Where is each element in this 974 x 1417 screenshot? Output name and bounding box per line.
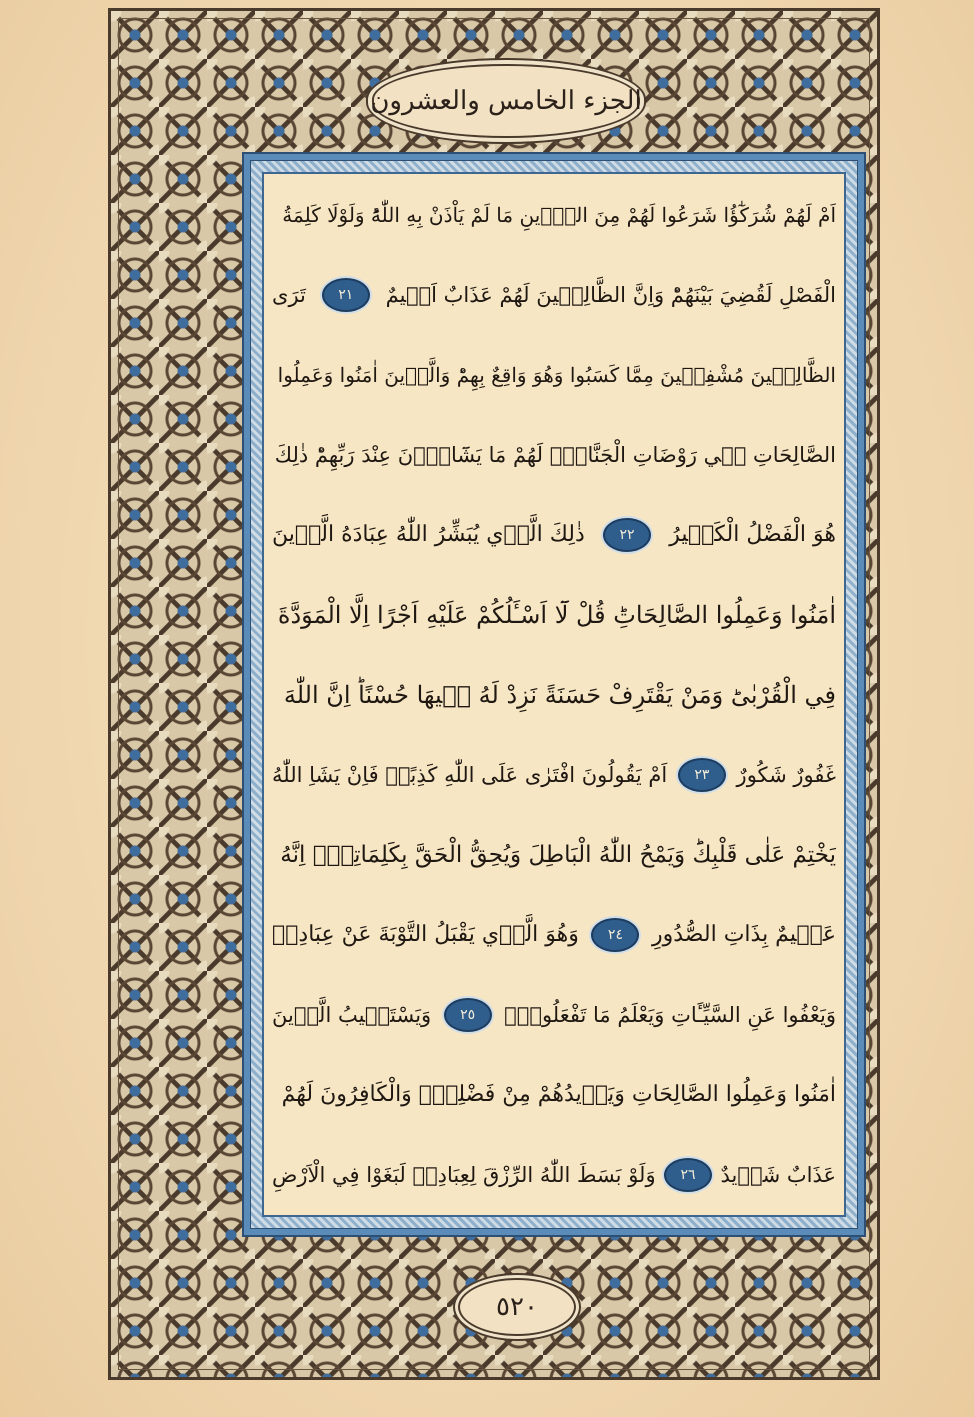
ayah-number-marker: ٢٢ [603, 518, 651, 552]
verse-line [272, 900, 836, 970]
verse-text: اَمْ يَقُولُونَ افْتَرٰى عَلَى اللّٰهِ كَذِبًاۚ فَاِنْ يَشَاِ اللّٰهُ [272, 762, 668, 787]
verse-text-block [272, 180, 836, 1210]
ayah-number-marker: ٢٦ [664, 1158, 712, 1192]
verse-text: الصَّالِحَاتِ ف۪ي رَوْضَاتِ الْجَنَّاتِۚ لَهُمْ مَا يَشَٓاؤُ۫نَ عِنْدَ رَبِّهِمْؕ ذٰلِكَ [274, 442, 836, 467]
verse-line [272, 260, 836, 330]
verse-line [272, 500, 836, 570]
verse-text: عَذَابٌ شَد۪يدٌ [720, 1162, 836, 1187]
verse-text: اٰمَنُوا وَعَمِلُوا الصَّالِحَاتِؕ قُلْ لَٓا اَسْـَٔلُكُمْ عَلَيْهِ اَجْرًا اِلَّا الْمَوَدَّةَ [277, 601, 836, 629]
verse-text: الْفَصْلِ لَقُضِيَ بَيْنَهُمْؕ وَاِنَّ الظَّالِم۪ينَ لَهُمْ عَذَابٌ اَل۪يمٌ [385, 282, 836, 307]
verse-text: غَفُورٌ شَكُورٌ [736, 762, 836, 787]
verse-text: وَلَوْ بَسَطَ اللّٰهُ الرِّزْقَ لِعِبَادِه۪ لَبَغَوْا فِي الْاَرْضِ [272, 1162, 656, 1187]
verse-text: الظَّالِم۪ينَ مُشْفِق۪ينَ مِمَّا كَسَبُوا وَهُوَ وَاقِعٌ بِهِمْؕ وَالَّذ۪ينَ اٰمَنُوا وَعَمِلُوا [277, 363, 836, 387]
juz-title: الجزء الخامس والعشرون [370, 86, 642, 116]
verse-line [272, 340, 836, 410]
ayah-number-marker: ٢٤ [591, 918, 639, 952]
verse-text: اَمْ لَهُمْ شُرَكٰٓؤُا شَرَعُوا لَهُمْ مِنَ الدّ۪ينِ مَا لَمْ يَاْذَنْ بِهِ اللّٰهُؕ وَلَوْلَا كَلِمَةُ [282, 203, 836, 227]
verse-text: وَهُوَ الَّذ۪ي يَقْبَلُ التَّوْبَةَ عَنْ عِبَادِه۪ [272, 922, 579, 947]
verse-line [272, 740, 836, 810]
ayah-number-marker: ٢٥ [444, 998, 492, 1032]
page-number-cartouche [458, 1278, 576, 1336]
verse-line [272, 820, 836, 890]
verse-line [272, 1060, 836, 1130]
verse-text: ذٰلِكَ الَّذ۪ي يُبَشِّرُ اللّٰهُ عِبَادَهُ الَّذ۪ينَ [272, 522, 585, 547]
ayah-number-marker: ٢١ [322, 278, 370, 312]
verse-text: هُوَ الْفَضْلُ الْكَب۪يرُ [669, 522, 836, 547]
verse-text: وَيَسْتَج۪يبُ الَّذ۪ينَ [272, 1002, 432, 1027]
verse-line [272, 980, 836, 1050]
verse-line [272, 580, 836, 650]
verse-line [272, 180, 836, 250]
verse-text: فِي الْقُرْبٰىؕ وَمَنْ يَقْتَرِفْ حَسَنَةً نَزِدْ لَهُ ف۪يهَا حُسْنًاؕ اِنَّ اللّٰهَ [283, 681, 836, 709]
verse-text: تَرَى [272, 282, 306, 307]
verse-line [272, 420, 836, 490]
verse-text: وَيَعْفُوا عَنِ السَّيِّـَٔاتِ وَيَعْلَمُ مَا تَفْعَلُونَۙ [504, 1002, 836, 1027]
verse-text: اٰمَنُوا وَعَمِلُوا الصَّالِحَاتِ وَيَز۪يدُهُمْ مِنْ فَضْلِه۪ؕ وَالْكَافِرُونَ لَهُمْ [281, 1082, 836, 1107]
ayah-number-marker: ٢٣ [678, 758, 726, 792]
verse-line [272, 660, 836, 730]
verse-line [272, 1140, 836, 1210]
juz-header-cartouche [372, 64, 640, 138]
verse-text: عَل۪يمٌ بِذَاتِ الصُّدُورِ [652, 922, 836, 947]
page-number: ٥٢٠ [496, 1292, 538, 1322]
verse-text: يَخْتِمْ عَلٰى قَلْبِكَؕ وَيَمْحُ اللّٰهُ الْبَاطِلَ وَيُحِقُّ الْحَقَّ بِكَلِمَاتِه۪ؕ اِنَّهُ [280, 841, 836, 868]
